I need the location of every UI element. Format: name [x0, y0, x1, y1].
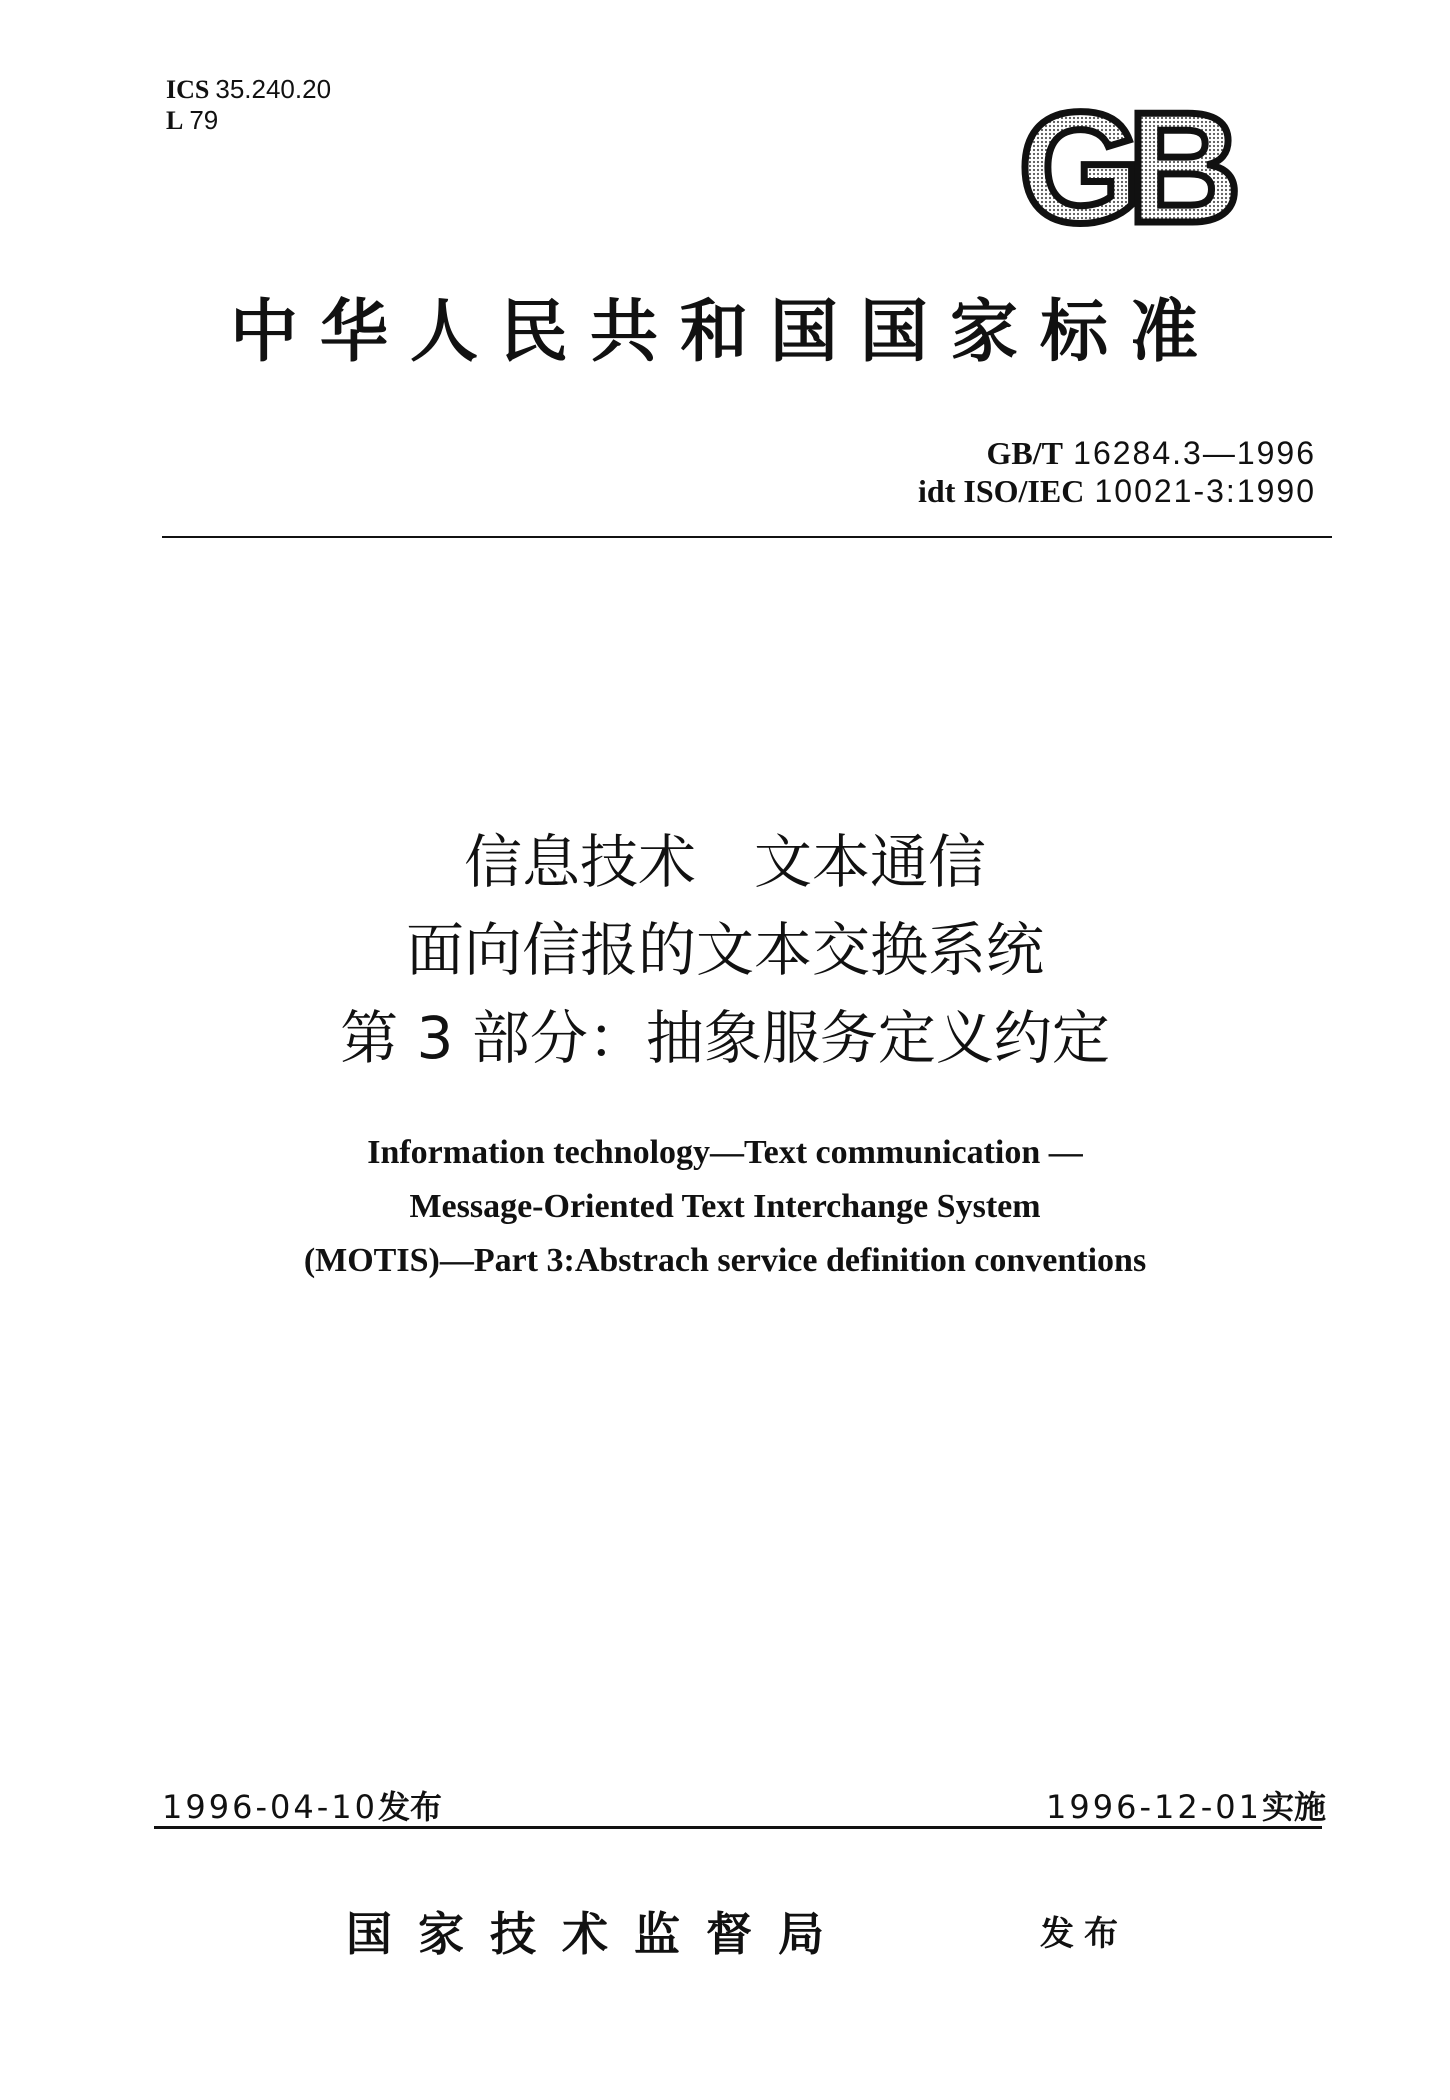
title-cn	[0, 818, 1450, 1082]
ccs-label: L	[166, 106, 184, 135]
ccs-row	[166, 105, 331, 136]
title-en-line-3: (MOTIS)—Part 3:Abstrach service definition conventions	[303, 1242, 1147, 1279]
gb-logo-text: GB	[1018, 104, 1228, 236]
issue-date-value: 1996-04-10	[162, 1788, 378, 1826]
idt-prefix: idt ISO/IEC	[918, 473, 1085, 509]
implement-date-value: 1996-12-01	[1046, 1788, 1262, 1826]
standard-code-line	[918, 434, 1316, 472]
implement-date	[1046, 1782, 1326, 1828]
header-divider	[162, 536, 1332, 538]
title-cn-line-3: 第 3 部分：抽象服务定义约定	[340, 1004, 1110, 1072]
issuer-name: 国家技术监督局	[346, 1907, 850, 1961]
footer-divider	[154, 1826, 1322, 1829]
title-en-line-2: Message-Oriented Text Interchange System	[409, 1188, 1041, 1225]
classification-codes	[166, 74, 331, 136]
ics-label: ICS	[166, 75, 210, 104]
ics-row	[166, 74, 331, 105]
ccs-code: 79	[189, 105, 219, 135]
ics-code: 35.240.20	[215, 74, 332, 104]
idt-line	[918, 472, 1316, 510]
issuer-action: 发布	[1040, 1914, 1128, 1954]
idt-code: 10021-3:1990	[1094, 473, 1316, 509]
implement-date-label: 实施	[1261, 1788, 1326, 1826]
issue-date-label: 发布	[377, 1788, 442, 1826]
issue-date	[162, 1782, 442, 1828]
standard-number	[918, 434, 1316, 510]
title-cn-line-2: 面向信报的文本交换系统	[405, 916, 1044, 984]
page-title: 中华人民共和国国家标准	[229, 292, 1220, 372]
standard-prefix: GB/T	[986, 435, 1063, 471]
title-en-line-1: Information technology—Text communication —	[367, 1134, 1083, 1171]
title-cn-line-1: 信息技术 文本通信	[463, 828, 986, 896]
standard-code: 16284.3—1996	[1073, 435, 1316, 471]
gb-logo	[992, 104, 1254, 236]
title-en	[0, 1126, 1450, 1288]
